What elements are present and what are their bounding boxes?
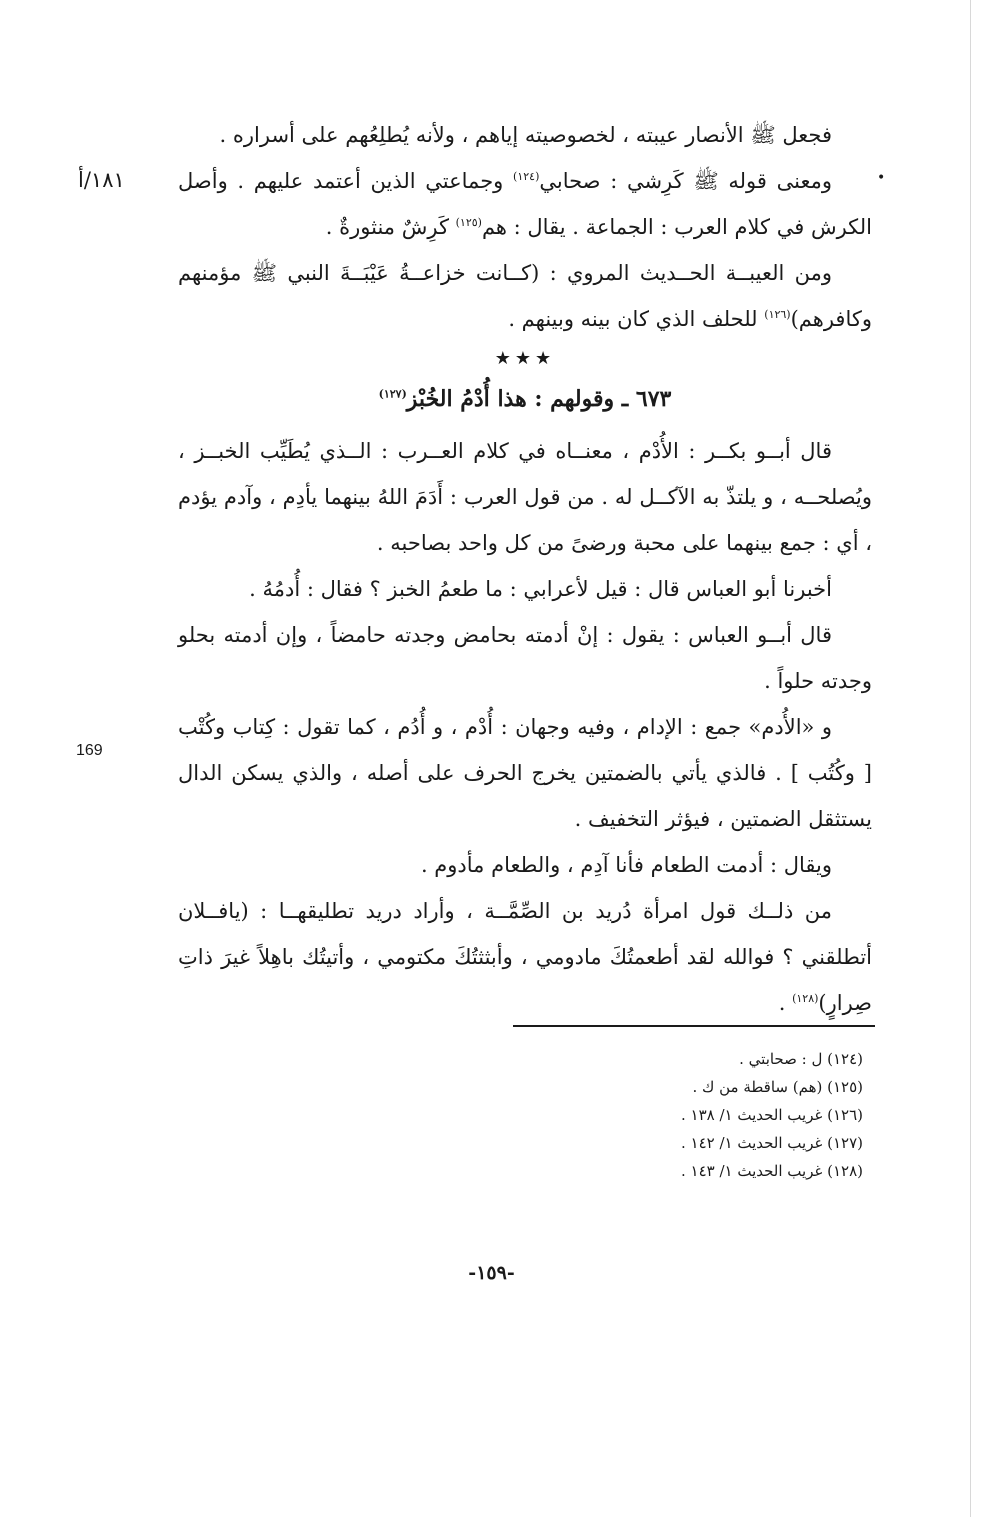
entry-heading (178, 376, 872, 422)
footnote-divider (513, 1025, 875, 1027)
paragraph-3 (178, 250, 872, 342)
entry-heading-text: ٦٧٣ ـ وقولهم : هذا أُدْمُ الخُبْز (406, 386, 672, 412)
footnote-126: (١٢٦) غريب الحديث ١/ ١٣٨ . (680, 1106, 863, 1124)
footnote-ref-125: (١٢٥) (455, 216, 482, 229)
paragraph-9-part-b: . (778, 991, 793, 1015)
footnote-124: (١٢٤) ل : صحابتي . (739, 1050, 863, 1068)
folio-reference: ١٨١/أ (78, 168, 125, 192)
paragraph-2-part-c: كَرِشٌ منثورةٌ . (325, 215, 456, 239)
page-number: -١٥٩- (468, 1262, 515, 1284)
paragraph-5: أخبرنا أبو العباس قال : قيل لأعرابي : ما طعمُ الخبز ؟ فقال : أُدمُهُ . (249, 577, 832, 601)
footnote-125: (١٢٥) (هم) ساقطة من ك . (692, 1078, 863, 1096)
footnote-ref-124: (١٢٤) (513, 170, 540, 183)
paragraph-9 (178, 888, 872, 1026)
footnote-128: (١٢٨) غريب الحديث ١/ ١٤٣ . (680, 1162, 863, 1180)
paragraph-3-part-b: للحلف الذي كان بينه وبينهم . (508, 307, 765, 331)
paragraph-2 (178, 158, 872, 250)
paragraph-3-part-a: ومن العيبــة الحــديث المروي : (كــانت خزاعــةُ عَيْبَــةَ النبي ﷺ مؤمنهم وكافرهم) (178, 261, 872, 331)
paragraph-6: قال أبــو العباس : يقول : إنْ أدمته بحامض وجدته حامضاً ، وإن أدمته بحلو وجدته حلواً . (178, 623, 872, 693)
footnote-ref-127: (١٢٧) (378, 387, 407, 401)
scan-edge-line (970, 0, 971, 1517)
paragraph-2-part-b: وجماعتي الذين أعتمد عليهم . وأصل الكرش في كلام العرب : الجماعة . يقال : هم (178, 169, 872, 239)
footnote-ref-128: (١٢٨) (792, 992, 819, 1005)
paragraph-7: و «الأُدم» جمع : الإدام ، وفيه وجهان : أُدْم ، و أُدُم ، كما تقول : كِتاب وكُتْب [ وكُتُب ] . فالذي يأتي بالضمتين يخرج الحرف على أصله ، والذي يسكن الدال يستثقل الضمتين ، فيؤثر التخفيف . (178, 715, 872, 831)
footnotes (420, 1045, 863, 1185)
section-separator: ★★★ (494, 348, 556, 369)
paragraph-2-part-a: ومعنى قوله ﷺ كَرِشي : صحابي (539, 169, 833, 193)
paragraph-8: ويقال : أدمت الطعام فأنا آدِم ، والطعام مأدوم . (420, 853, 832, 877)
main-text (178, 112, 872, 1026)
paragraph-9-part-a: من ذلــك قول امرأة دُريد بن الصِّمَّــة ، وأراد دريد تطليقهــا : (يافــلان أتطلقني ؟ فوالله لقد أطعمتُكَ مادومي ، وأبثثتُكَ مكتومي ، وأتيتُك باهِلاً غيرَ ذاتِ صِرارٍ) (178, 899, 872, 1015)
footnote-127: (١٢٧) غريب الحديث ١/ ١٤٢ . (680, 1134, 863, 1152)
margin-mark: • (877, 170, 886, 186)
page-reference: 169 (76, 742, 103, 759)
paragraph-1: فجعل ﷺ الأنصار عيبته ، لخصوصيته إياهم ، ولأنه يُطلِعُهم على أسراره . (219, 123, 832, 147)
footnote-ref-126: (١٢٦) (764, 308, 791, 321)
paragraph-4: قال أبــو بكــر : الأُدْم ، معنــاه في كلام العــرب : الــذي يُطَيِّب الخبــز ، ويُصلحــه ، و يلتذّ به الآكــل له . من قول العرب : أَدَمَ اللهُ بينهما يأدِم ، وآدم يؤدم ، أي : جمع بينهما على محبة ورضىً من كل واحد بصاحبه . (178, 439, 872, 555)
